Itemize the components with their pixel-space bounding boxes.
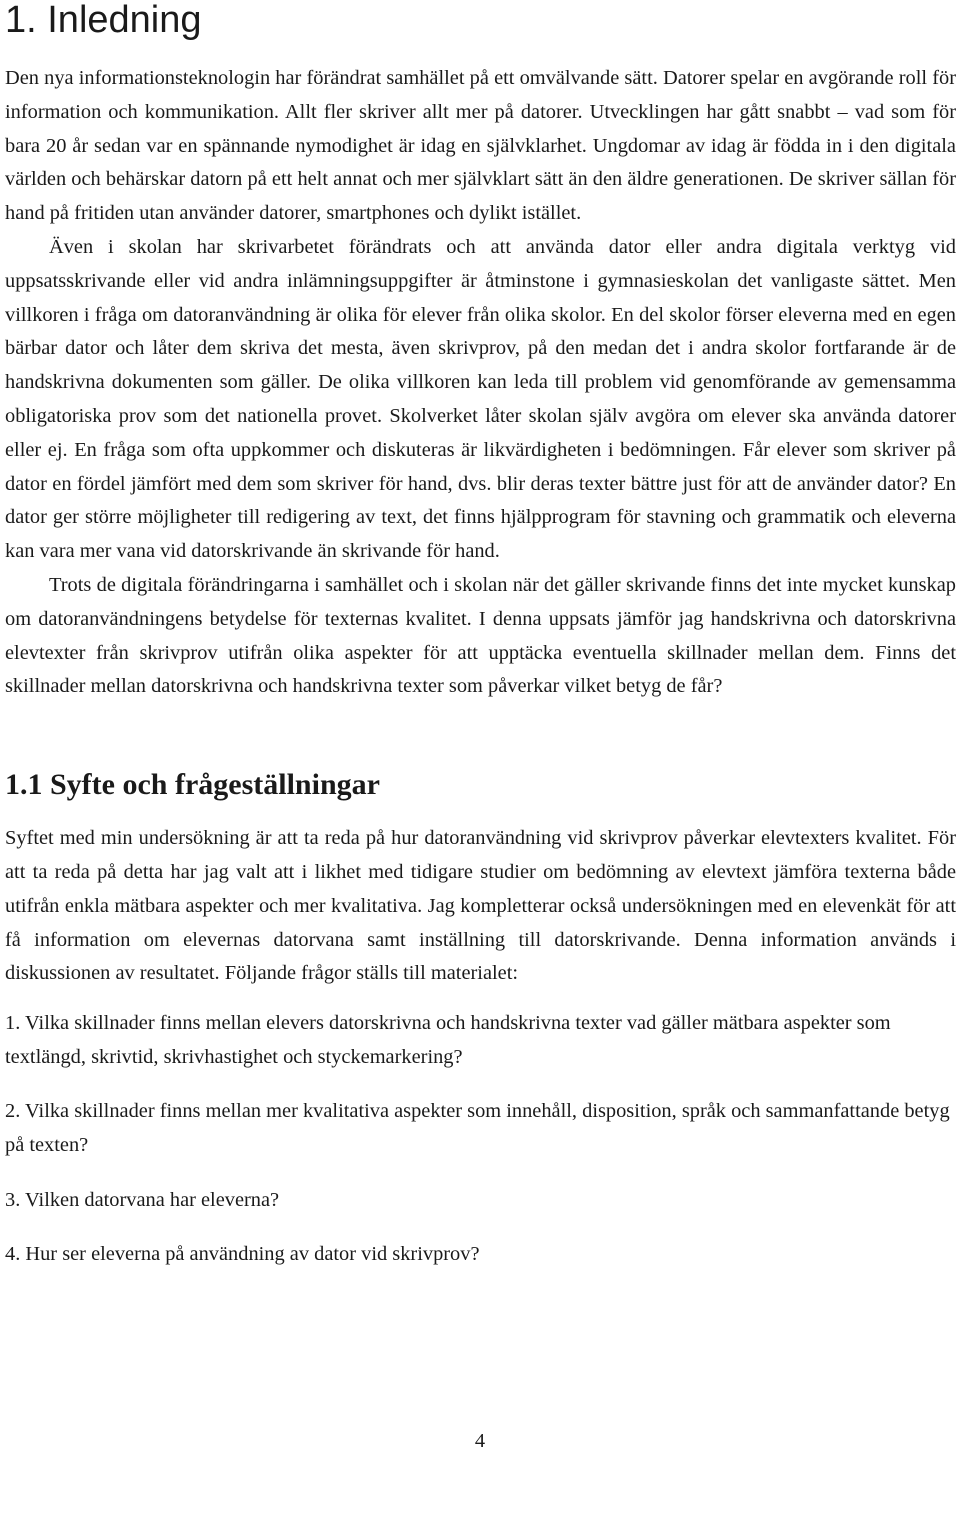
research-question-4: 4. Hur ser eleverna på användning av dator vid skrivprov? <box>5 1243 480 1266</box>
chapter-heading: 1. Inledning <box>5 0 202 41</box>
page-number: 4 <box>474 1430 486 1452</box>
research-question-1: 1. Vilka skillnader finns mellan elevers datorskrivna och handskrivna texter vad gäller mätbara aspekter som textlängd, skrivtid, skrivhastighet och styckemarkering? <box>5 1012 891 1068</box>
research-questions-list <box>5 1007 956 1272</box>
document-page <box>5 0 956 1293</box>
research-question-3: 3. Vilken datorvana har eleverna? <box>5 1188 280 1211</box>
research-question-2: 2. Vilka skillnader finns mellan mer kvalitativa aspekter som innehåll, disposition, språk och sammanfattande betyg på texten? <box>5 1100 950 1156</box>
purpose-paragraph: Syftet med min undersökning är att ta reda på hur datoranvändning vid skrivprov påverkar elevtexters kvalitet. För att ta reda på detta har jag valt att i likhet med tidigare studier om bedömning av elevtext jämföra texterna både utifrån enkla mätbara aspekter och mer kvalitativa. Jag kompletterar också undersökningen med en elevenkät för att få information om elevernas datorvana samt inställning till datorskrivande. Denna information används i diskussionen av resultatet. Följande frågor ställs till materialet: <box>5 827 956 985</box>
intro-paragraph-1: Den nya informationsteknologin har förändrat samhället på ett omvälvande sätt. Datorer spelar en avgörande roll för information och kommunikation. Allt fler skriver allt mer på datorer. Utvecklingen har gått snabbt – vad som för bara 20 år sedan var en spännande nymodighet är idag en självklarhet. Ungdomar av idag är födda in i den digitala världen och behärskar datorn på ett helt annat och mer självklart sätt än den äldre generationen. De skriver sällan för hand på fritiden utan använder datorer, smartphones och dylikt istället. <box>5 67 956 225</box>
intro-paragraph-3: Trots de digitala förändringarna i samhället och i skolan när det gäller skrivande finns det inte mycket kunskap om datoranvändningens betydelse för texternas kvalitet. I denna uppsats jämför jag handskrivna och datorskrivna elevtexter från skrivprov utifrån olika aspekter för att upptäcka eventuella skillnader mellan dem. Finns det skillnader mellan datorskrivna och handskrivna texter som påverkar vilket betyg de får? <box>5 573 956 698</box>
intro-paragraph-2: Även i skolan har skrivarbetet förändrats och att använda dator eller andra digitala verktyg vid uppsatsskrivande eller vid andra inlämningsuppgifter är åtminstone i gymnasieskolan det vanligaste sättet. Men villkoren i fråga om datoranvändning är olika för elever från olika skolor. En del skolor förser eleverna med en egen bärbar dator och låter dem skriva det mesta, även skrivprov, på den medan det i andra skolor fortfarande är de handskrivna dokumenten som gäller. De olika villkoren kan leda till problem vid genomförande av gemensamma obligatoriska prov som det nationella provet. Skolverket låter skolan själv avgöra om elever ska använda datorer eller ej. En fråga som ofta uppkommer och diskuteras är likvärdigheten i bedömningen. Får elever som skriver på dator en fördel jämfört med dem som skriver för hand, dvs. blir deras texter bättre just för att de använder dator? En dator ger större möjligheter till redigering av text, det finns hjälpprogram för stavning och grammatik och eleverna kan vara mer vana vid datorskrivande än skrivande för hand. <box>5 235 956 563</box>
section-heading: 1.1 Syfte och frågeställningar <box>5 768 380 802</box>
